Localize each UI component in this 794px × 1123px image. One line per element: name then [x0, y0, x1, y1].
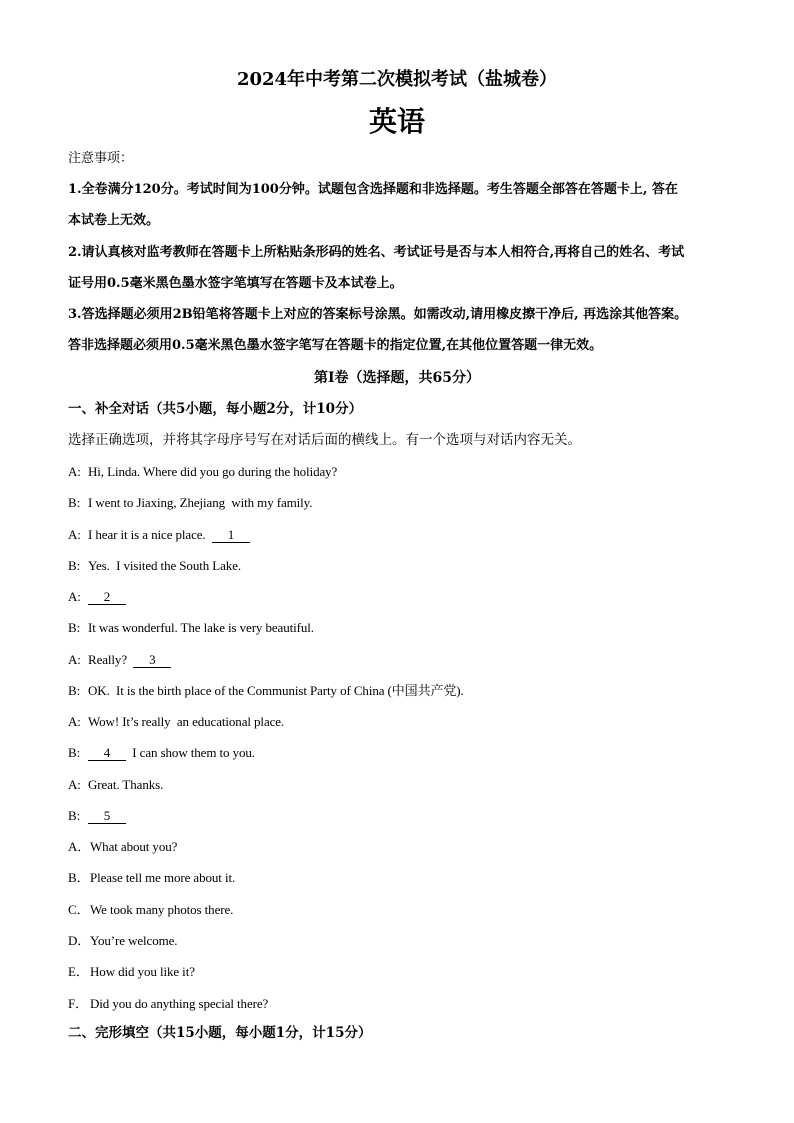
exam-title: 2024年中考第二次模拟考试（盐城卷）: [236, 69, 558, 90]
option-item: [68, 995, 268, 1013]
option-text: We took many photos there.: [90, 901, 234, 917]
option-letter: E．: [68, 964, 89, 980]
answer-blank[interactable]: 4: [88, 746, 126, 761]
speaker-label: B:: [68, 495, 81, 511]
option-text: You’re welcome.: [90, 932, 178, 948]
option-text: Did you do anything special there?: [90, 995, 269, 1011]
option-letter: A．: [68, 839, 91, 854]
note-line-6: 答非选择题必须用0.5毫米黑色墨水签字笔写在答题卡的指定位置,在其他位置答题一律无效。: [68, 338, 603, 353]
dialogue-line: [68, 557, 241, 575]
dialogue-line: [68, 682, 464, 700]
section2-title: 二、完形填空（共15小题，每小题1分，计15分）: [68, 1025, 372, 1041]
speaker-label: A:: [68, 589, 81, 604]
dialogue-text: Really?: [88, 651, 134, 667]
dialogue-line: [68, 807, 126, 825]
dialogue-text: Yes. I visited the South Lake.: [88, 557, 242, 573]
dialogue-text: Hi, Linda. Where did you go during the holiday?: [88, 464, 338, 479]
speaker-label: B:: [68, 807, 81, 823]
dialogue-line: [68, 651, 171, 669]
speaker-label: A:: [68, 776, 81, 792]
dialogue-line: [68, 744, 255, 762]
option-item: [68, 932, 177, 950]
note-line-2: 本试卷上无效。: [68, 213, 160, 228]
dialogue-text-after: I can show them to you.: [126, 745, 255, 761]
speaker-label: B:: [68, 682, 81, 698]
speaker-label: A:: [68, 526, 81, 542]
option-item: [68, 869, 235, 887]
speaker-label: A:: [68, 651, 81, 667]
dialogue-text: It was wonderful. The lake is very beautiful.: [88, 620, 314, 636]
dialogue-line: [68, 588, 126, 606]
option-text: What about you?: [90, 839, 178, 854]
answer-blank[interactable]: 1: [212, 528, 250, 543]
option-item: [68, 963, 195, 981]
speaker-label: B:: [68, 745, 81, 761]
option-item: [68, 838, 177, 856]
dialogue-text: Wow! It’s really an educational place.: [88, 714, 285, 729]
subject-title: 英语: [368, 105, 425, 138]
dialogue-line: [68, 526, 250, 544]
dialogue-line: [68, 494, 312, 512]
option-letter: C．: [68, 901, 90, 917]
speaker-label: B:: [68, 557, 81, 573]
answer-blank[interactable]: 2: [88, 590, 126, 605]
option-letter: D．: [68, 932, 91, 948]
part-heading: 第Ⅰ卷（选择题，共65分）: [313, 370, 481, 386]
dialogue-text: OK. It is the birth place of the Communist Party of China (中国共产党).: [88, 682, 464, 698]
dialogue-text: I hear it is a nice place.: [88, 526, 212, 542]
note-line-5: 3.答选择题必须用2B铅笔将答题卡上对应的答案标号涂黑。如需改动,请用橡皮擦干净后, 再选涂其他答案。: [68, 307, 688, 322]
speaker-label: B:: [68, 620, 81, 636]
speaker-label: A:: [68, 464, 81, 479]
dialogue-line: [68, 619, 314, 637]
option-letter: F．: [68, 995, 89, 1011]
dialogue-text: Great. Thanks.: [88, 776, 164, 792]
dialogue-text: I went to Jiaxing, Zhejiang with my family.: [88, 495, 313, 511]
option-text: How did you like it?: [90, 964, 195, 980]
speaker-label: A:: [68, 714, 81, 729]
dialogue-line: [68, 463, 337, 481]
dialogue-line: [68, 713, 284, 731]
section1-title: 一、补全对话（共5小题，每小题2分，计10分）: [68, 401, 363, 417]
answer-blank[interactable]: 5: [88, 809, 126, 824]
note-line-1: 1.全卷满分120分。考试时间为100分钟。试题包含选择题和非选择题。考生答题全部答在答题卡上, 答在: [68, 182, 678, 197]
answer-blank[interactable]: 3: [133, 653, 171, 668]
note-line-4: 证号用0.5毫米黑色墨水签字笔填写在答题卡及本试卷上。: [68, 276, 403, 291]
option-text: Please tell me more about it.: [90, 870, 236, 886]
note-line-3: 2.请认真核对监考教师在答题卡上所粘贴条形码的姓名、考试证号是否与本人相符合,再将自己的姓名、考试: [68, 245, 685, 260]
option-letter: B．: [68, 870, 90, 886]
dialogue-line: [68, 776, 163, 794]
option-item: [68, 901, 233, 919]
notes-heading: 注意事项：: [68, 151, 134, 166]
section1-instruction: 选择正确选项，并将其字母序号写在对话后面的横线上。有一个选项与对话内容无关。: [68, 432, 581, 448]
